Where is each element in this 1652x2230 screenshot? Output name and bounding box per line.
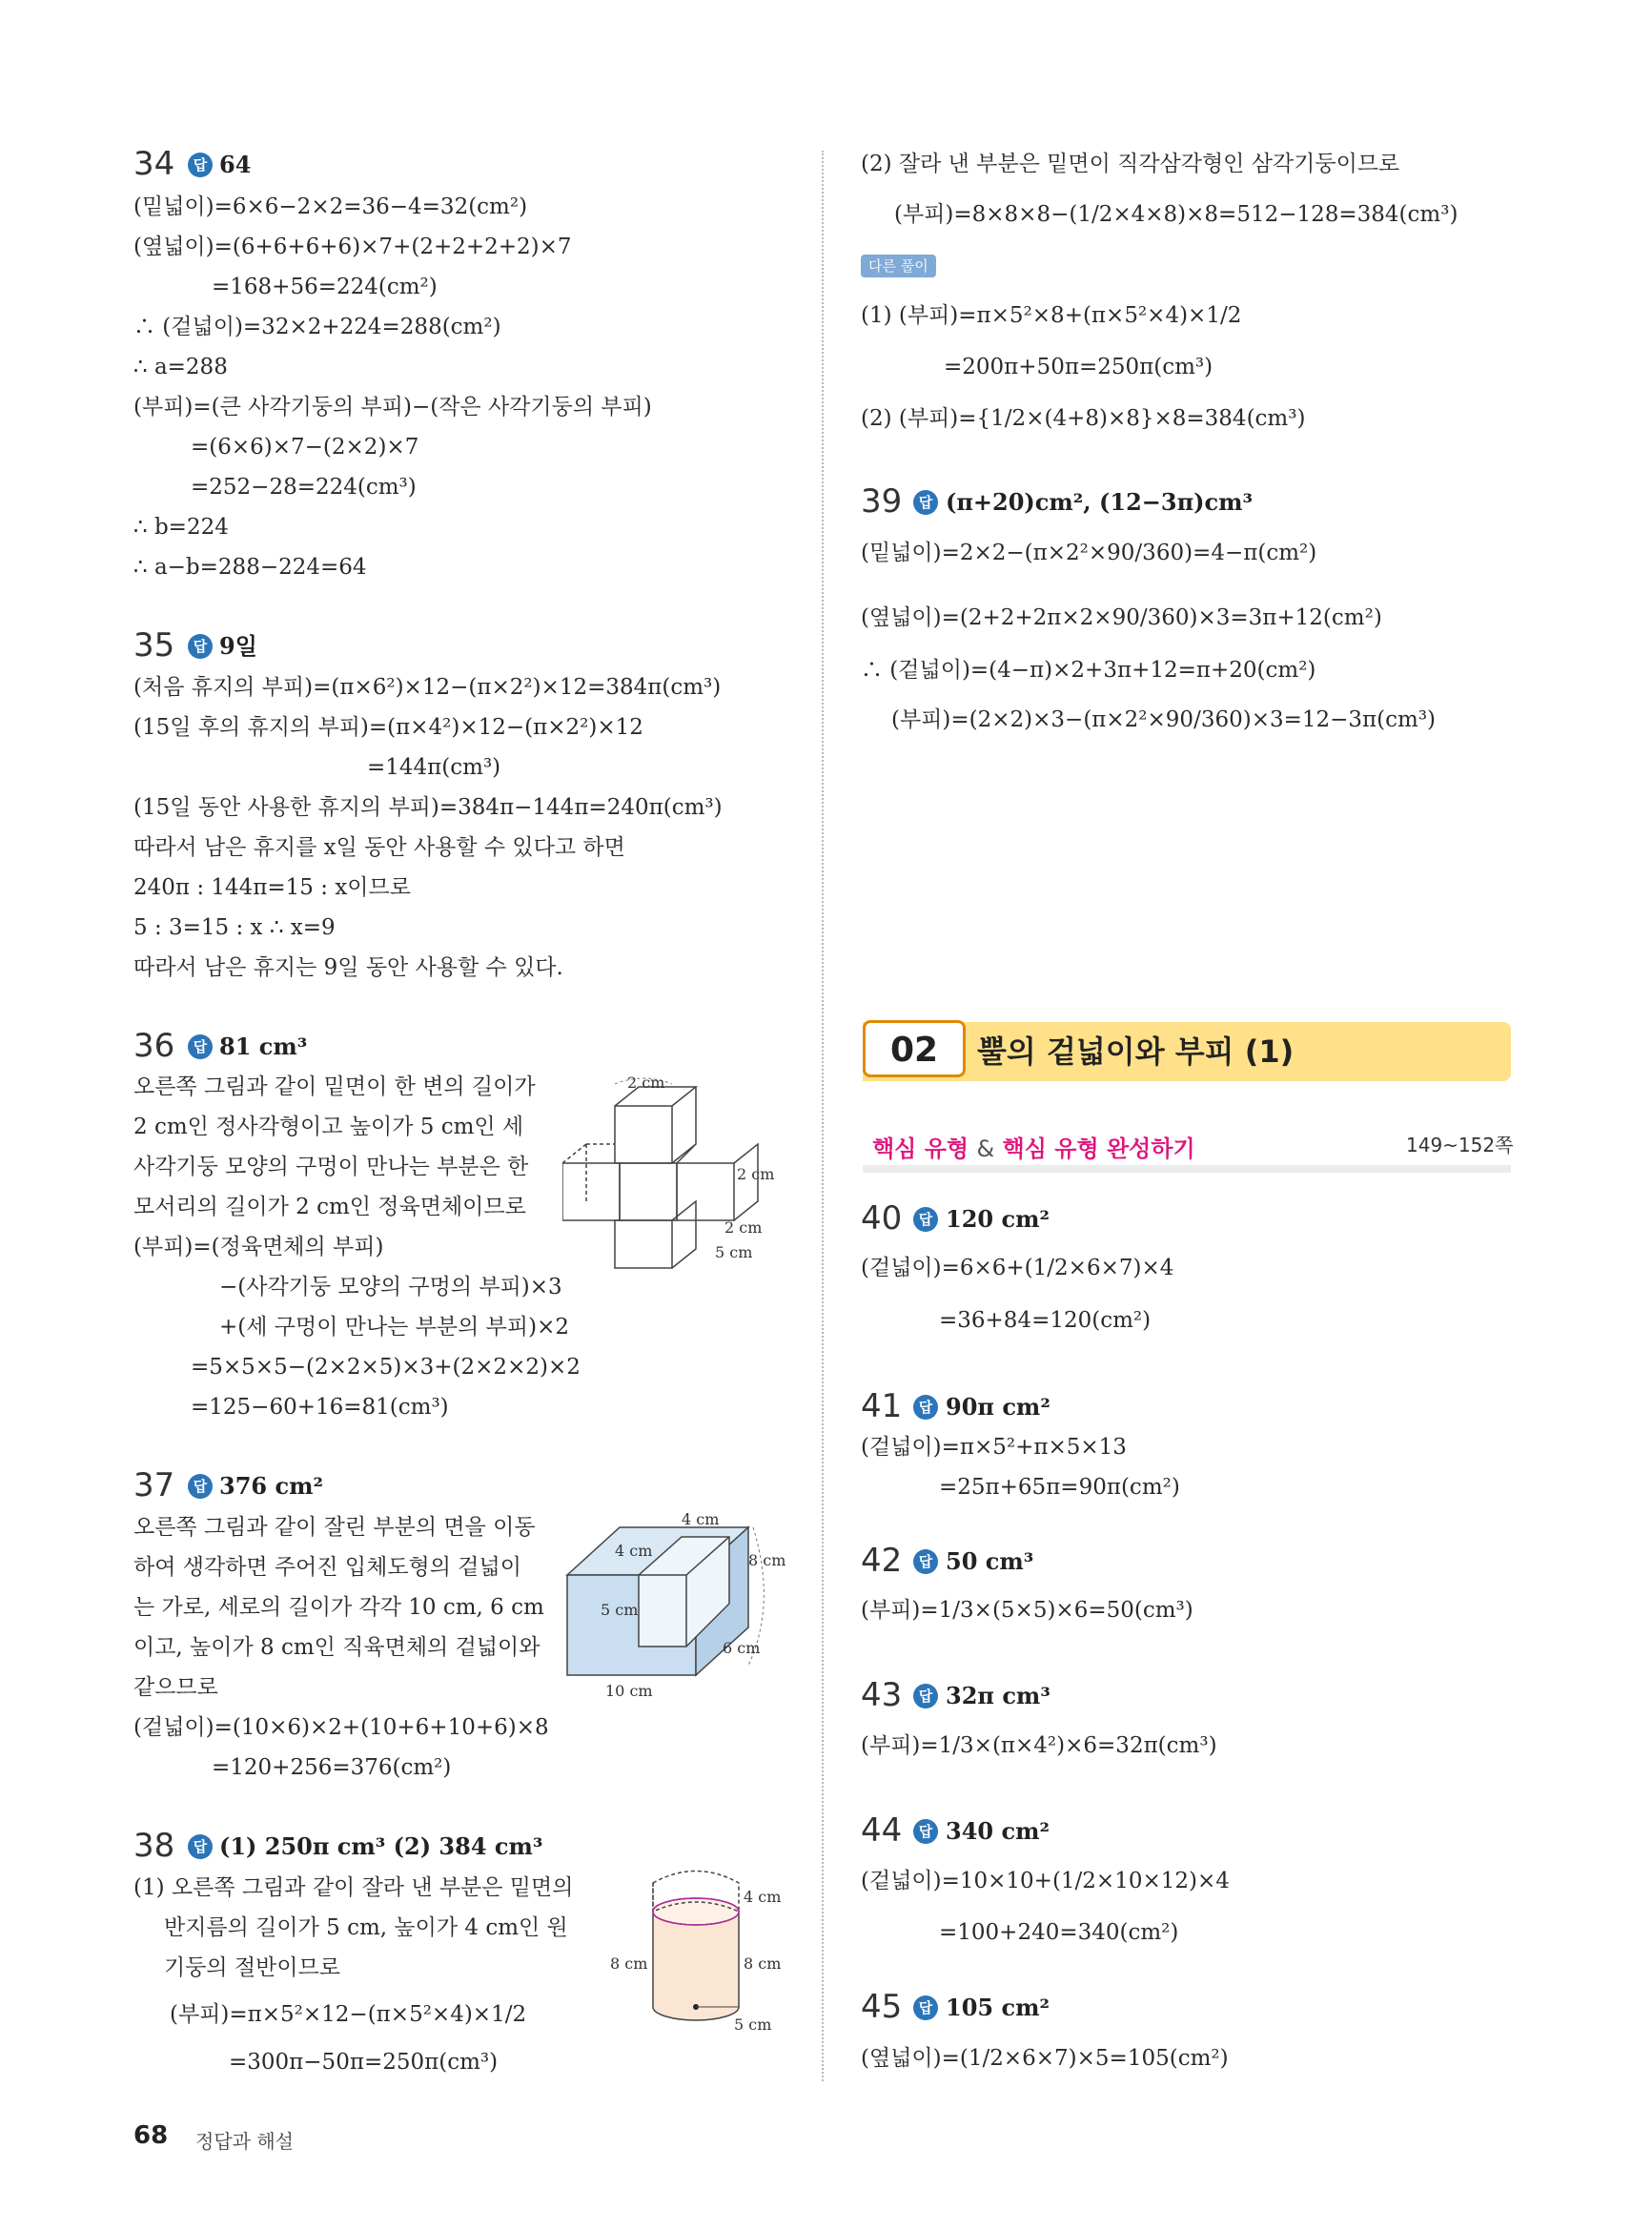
solution-line: 사각기둥 모양의 구멍이 만나는 부분은 한 [133, 1155, 529, 1179]
question-number: 41 [861, 1387, 903, 1425]
solution-line: (부피)=1/3×(5×5)×6=50(cm³) [861, 1598, 1193, 1623]
question-number: 42 [861, 1542, 903, 1580]
solution-line: (옆넓이)=(1/2×6×7)×5=105(cm²) [861, 2046, 1229, 2071]
question-number: 34 [133, 145, 175, 183]
solution-line: (옆넓이)=(2+2+2π×2×90/360)×3=3π+12(cm²) [861, 605, 1382, 630]
solution-line: (2) (부피)={1/2×(4+8)×8}×8=384(cm³) [861, 406, 1306, 431]
solution-line: =144π(cm³) [367, 755, 501, 780]
question-number: 40 [861, 1199, 903, 1238]
solution-line: (부피)=π×5²×12−(π×5²×4)×1/2 [170, 2002, 527, 2027]
solution-line: 기둥의 절반이므로 [164, 1955, 341, 1980]
solution-line: 하여 생각하면 주어진 입체도형의 겉넓이 [133, 1555, 521, 1580]
figure-label: 2 cm [627, 1074, 665, 1092]
answer-badge: 답 [913, 1395, 938, 1420]
core-type-label [872, 1130, 1195, 1163]
cut-cylinder-figure [601, 1864, 791, 2036]
solution-line: (부피)=(2×2)×3−(π×2²×90/360)×3=12−3π(cm³) [891, 707, 1437, 732]
solution-line: +(세 구멍이 만나는 부분의 부피)×2 [219, 1315, 569, 1340]
question-number: 37 [133, 1466, 175, 1504]
solution-line: =36+84=120(cm²) [939, 1308, 1152, 1333]
figure-label: 2 cm [724, 1218, 763, 1237]
cut-cuboid-figure [562, 1508, 791, 1699]
figure-label: 4 cm [682, 1510, 720, 1528]
answer-badge: 답 [913, 1549, 938, 1574]
answer-value: (π+20)cm², (12−3π)cm³ [946, 488, 1254, 516]
solution-line: =120+256=376(cm²) [212, 1755, 452, 1780]
cube-with-holes-figure [562, 1073, 791, 1273]
solution-line: 2 cm인 정사각형이고 높이가 5 cm인 세 [133, 1115, 524, 1139]
solution-line: (밑넓이)=6×6−2×2=36−4=32(cm²) [133, 194, 528, 219]
question-number: 43 [861, 1676, 903, 1714]
solution-line: 따라서 남은 휴지는 9일 동안 사용할 수 있다. [133, 955, 563, 980]
solution-line: −(사각기둥 모양의 구멍의 부피)×3 [219, 1275, 562, 1299]
solution-line: 는 가로, 세로의 길이가 각각 10 cm, 6 cm [133, 1595, 544, 1620]
figure-label: 2 cm [737, 1165, 775, 1183]
page-range: 149~152쪽 [1406, 1134, 1514, 1156]
answer-value: 90π cm² [946, 1393, 1050, 1421]
solution-line: =200π+50π=250π(cm³) [944, 355, 1214, 379]
solution-line: (부피)=1/3×(π×4²)×6=32π(cm³) [861, 1733, 1217, 1758]
solution-line: ∴ (겉넓이)=32×2+224=288(cm²) [133, 315, 501, 339]
solution-line: 같으므로 [133, 1675, 218, 1700]
answer-value: 120 cm² [946, 1205, 1050, 1233]
figure-label: 4 cm [744, 1888, 782, 1906]
core-type-label-b: 핵심 유형 완성하기 [1002, 1135, 1195, 1162]
question-number: 39 [861, 482, 903, 521]
solution-line: 반지름의 길이가 5 cm, 높이가 4 cm인 원 [164, 1915, 568, 1940]
alt-solution-badge: 다른 풀이 [861, 255, 936, 277]
solution-line: =300π−50π=250π(cm³) [229, 2050, 499, 2075]
solution-line: (15일 동안 사용한 휴지의 부피)=384π−144π=240π(cm³) [133, 795, 723, 820]
answer-value: 64 [219, 151, 252, 178]
figure-label: 8 cm [748, 1551, 786, 1569]
answer-badge: 답 [188, 1474, 213, 1499]
figure-label: 5 cm [715, 1243, 753, 1261]
answer-value: 81 cm³ [219, 1033, 308, 1060]
section-title: 뿔의 겉넓이와 부피 (1) [977, 1033, 1295, 1070]
solution-line: (겉넓이)=10×10+(1/2×10×12)×4 [861, 1869, 1230, 1893]
answer-badge: 답 [188, 1034, 213, 1059]
solution-line: (15일 후의 휴지의 부피)=(π×4²)×12−(π×2²)×12 [133, 715, 643, 740]
solution-line: =(6×6)×7−(2×2)×7 [191, 435, 419, 460]
solution-line: =25π+65π=90π(cm²) [939, 1475, 1180, 1500]
answer-badge: 답 [188, 1834, 213, 1859]
answer-value: 9일 [219, 632, 257, 660]
core-type-amp: & [976, 1135, 995, 1162]
solution-line: (겉넓이)=6×6+(1/2×6×7)×4 [861, 1256, 1174, 1280]
question-number: 36 [133, 1027, 175, 1065]
question-number: 35 [133, 626, 175, 665]
figure-label: 5 cm [601, 1601, 639, 1619]
answer-badge: 답 [188, 153, 213, 177]
solution-line: 5 : 3=15 : x ∴ x=9 [133, 915, 336, 940]
figure-label: 10 cm [605, 1682, 653, 1699]
solution-line: 오른쪽 그림과 같이 밑면이 한 변의 길이가 [133, 1074, 536, 1099]
solution-line: (2) 잘라 낸 부분은 밑면이 직각삼각형인 삼각기둥이므로 [861, 152, 1400, 176]
solution-line: ∴ b=224 [133, 515, 229, 540]
solution-line: 240π : 144π=15 : x이므로 [133, 875, 411, 900]
solution-line: =5×5×5−(2×2×5)×3+(2×2×2)×2 [191, 1355, 581, 1380]
figure-label: 8 cm [610, 1954, 648, 1973]
figure-label: 5 cm [734, 2015, 772, 2034]
solution-line: (겉넓이)=(10×6)×2+(10+6+10+6)×8 [133, 1715, 549, 1740]
solution-line: (옆넓이)=(6+6+6+6)×7+(2+2+2+2)×7 [133, 235, 572, 259]
answer-badge: 답 [913, 490, 938, 515]
footer-label: 정답과 해설 [195, 2130, 294, 2153]
page-number: 68 [133, 2121, 169, 2150]
solution-line: (부피)=8×8×8−(1/2×4×8)×8=512−128=384(cm³) [894, 202, 1458, 227]
question-number: 44 [861, 1811, 903, 1850]
core-type-label-a: 핵심 유형 [872, 1135, 969, 1162]
solution-line: (부피)=(정육면체의 부피) [133, 1235, 384, 1259]
solution-line: 모서리의 길이가 2 cm인 정육면체이므로 [133, 1195, 526, 1219]
solution-line: ∴ a−b=288−224=64 [133, 555, 367, 580]
solution-line: (처음 휴지의 부피)=(π×6²)×12−(π×2²)×12=384π(cm³) [133, 675, 722, 700]
answer-value: (1) 250π cm³ (2) 384 cm³ [219, 1832, 543, 1860]
solution-line: 따라서 남은 휴지를 x일 동안 사용할 수 있다고 하면 [133, 835, 625, 860]
figure-label: 6 cm [723, 1639, 761, 1657]
figure-label: 8 cm [744, 1954, 782, 1973]
solution-line: 이고, 높이가 8 cm인 직육면체의 겉넓이와 [133, 1635, 540, 1660]
answer-badge: 답 [913, 1819, 938, 1844]
question-number: 38 [133, 1827, 175, 1865]
solution-line: (겉넓이)=π×5²+π×5×13 [861, 1435, 1127, 1460]
figure-label: 4 cm [615, 1542, 653, 1560]
solution-line: =125−60+16=81(cm³) [191, 1395, 449, 1420]
answer-badge: 답 [188, 634, 213, 659]
answer-badge: 답 [913, 1995, 938, 2020]
solution-line: =100+240=340(cm²) [939, 1920, 1179, 1945]
solution-line: ∴ a=288 [133, 355, 228, 379]
solution-line: (1) 오른쪽 그림과 같이 잘라 낸 부분은 밑면의 [133, 1875, 574, 1900]
solution-line: (부피)=(큰 사각기둥의 부피)−(작은 사각기둥의 부피) [133, 395, 652, 419]
solution-line: ∴ (겉넓이)=(4−π)×2+3π+12=π+20(cm²) [861, 658, 1316, 683]
answer-value: 50 cm³ [946, 1547, 1034, 1575]
solution-line: (밑넓이)=2×2−(π×2²×90/360)=4−π(cm²) [861, 541, 1317, 565]
section-number: 02 [863, 1020, 966, 1077]
question-number: 45 [861, 1988, 903, 2026]
answer-value: 105 cm² [946, 1994, 1050, 2021]
answer-value: 32π cm³ [946, 1682, 1050, 1709]
column-divider [822, 151, 824, 2081]
answer-value: 376 cm² [219, 1472, 323, 1500]
solution-line: =252−28=224(cm³) [191, 475, 417, 500]
solution-line: (1) (부피)=π×5²×8+(π×5²×4)×1/2 [861, 303, 1242, 328]
answer-value: 340 cm² [946, 1817, 1050, 1845]
answer-badge: 답 [913, 1207, 938, 1232]
solution-line: =168+56=224(cm²) [212, 275, 438, 299]
answer-badge: 답 [913, 1684, 938, 1708]
solution-line: 오른쪽 그림과 같이 잘린 부분의 면을 이동 [133, 1515, 536, 1540]
